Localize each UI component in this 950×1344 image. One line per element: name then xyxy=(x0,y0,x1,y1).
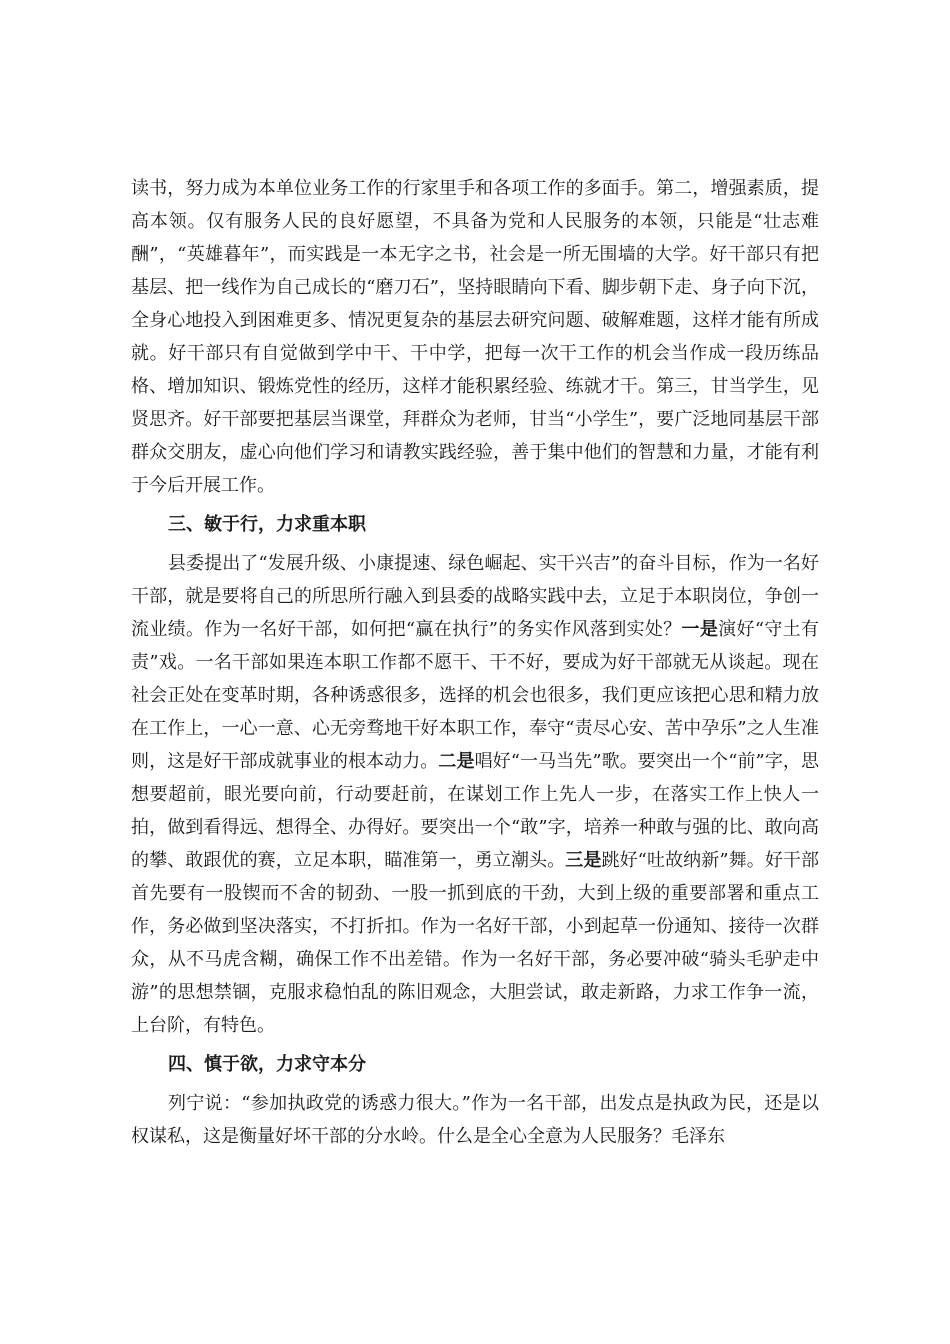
section-heading-3: 三、敏于行，力求重本职 xyxy=(168,514,366,535)
bold-marker-first: 一是 xyxy=(681,619,719,640)
paragraph-text: 演好“守土有责”戏。一名干部如果连本职工作都不愿干、干不好，要成为好干部就无从谈起。现在社会正处在变革时期，各种诱惑很多，选择的机会也很多，我们更应该把心思和精力放在工作上，一心一意、心无旁骛地干好本职工作，奉守“责尽心安、苦中孕乐”之人生准则，这是好干部成就事业的根本动力。 xyxy=(131,619,820,772)
paragraph-text: 县委提出了“发展升级、小康提速、绿色崛起、实干兴吉”的奋斗目标，作为一名好干部，就是要将自己的所思所行融入到县委的战略实践中去，立足于本职岗位，争创一流业绩。作为一名好干部，如何把“赢在执行”的务实作风落到实处？ xyxy=(131,553,819,640)
paragraph-continuation: 读书，努力成为本单位业务工作的行家里手和各项工作的多面手。第二，增强素质，提高本领。仅有服务人民的良好愿望，不具备为党和人民服务的本领，只能是“壮志难酬”，“英雄暮年”，而实践是一本无字之书，社会是一所无围墙的大学。好干部只有把基层、把一线作为自己成长的“磨刀石”，坚持眼睛向下看、脚步朝下走、身子向下沉，全身心地投入到困难更多、情况更复杂的基层去研究问题、破解难题，这样才能有所成就。好干部只有自觉做到学中干、干中学，把每一次干工作的机会当作成一段历练品格、增加知识、锻炼党性的经历，这样才能积累经验、练就才干。第三，甘当学生，见贤思齐。好干部要把基层当课堂，拜群众为老师，甘当“小学生”，要广泛地同基层干部群众交朋友，虚心向他们学习和请教实践经验，善于集中他们的智慧和力量，才能有利于今后开展工作。 xyxy=(131,178,819,496)
paragraph-text: 跳好“吐故纳新”舞。好干部首先要有一股锲而不舍的韧劲、一股一抓到底的干劲，大到上级的重要部署和重点工作，务必做到坚决落实，不打折扣。作为一名好干部，小到起草一份通知、接待一次群众，从不马虎含糊，确保工作不出差错。作为一名好干部，务必要冲破“骑头毛驴走中游”的思想禁锢，克服求稳怕乱的陈旧观念，大胆尝试，敢走新路，力求工作争一流，上台阶，有特色。 xyxy=(131,850,820,1036)
bold-marker-second: 二是 xyxy=(438,751,475,772)
paragraph-section-3 xyxy=(131,547,819,1042)
paragraph-text: 唱好“一马当先”歌。要突出一个“前”字，思想要超前，眼光要向前，行动要赶前，在谋划工作上先人一步，在落实工作上快人一拍，做到看得远、想得全、办得好。要突出一个“敢”字，培养一种敢与强的比、敢向高的攀、敢跟优的赛，立足本职，瞄准第一，勇立潮头。 xyxy=(131,751,820,871)
paragraph-section-4: 列宁说：“参加执政党的诱惑力很大。”作为一名干部，出发点是执政为民，还是以权谋私，这是衡量好坏干部的分水岭。什么是全心全意为人民服务？毛泽东 xyxy=(131,1093,819,1147)
document-body xyxy=(131,172,819,1153)
section-heading-4: 四、慎于欲，力求守本分 xyxy=(168,1054,366,1075)
bold-marker-third: 三是 xyxy=(565,850,602,871)
